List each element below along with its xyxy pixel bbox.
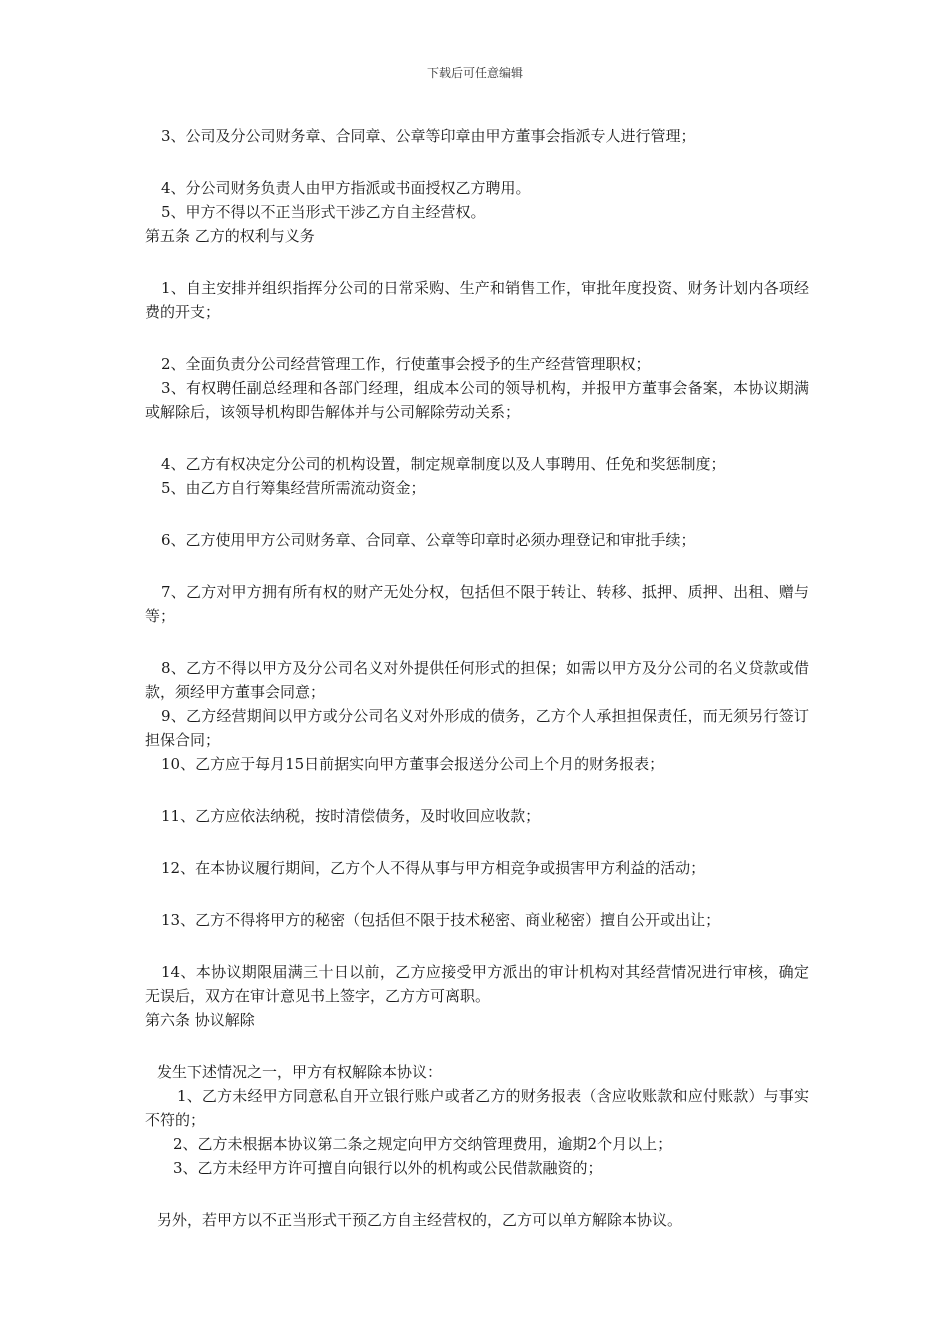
art5-item-14: 14、本协议期限届满三十日以前，乙方应接受甲方派出的审计机构对其经营情况进行审核，确定无误后，双方在审计意见书上签字，乙方方可离职。 (145, 963, 809, 1005)
document-body (145, 124, 809, 1232)
art5-item-7: 7、乙方对甲方拥有所有权的财产无处分权，包括但不限于转让、转移、抵押、质押、出租、赠与等； (145, 583, 809, 625)
art5-item-4: 4、乙方有权决定分公司的机构设置，制定规章制度以及人事聘用、任免和奖惩制度； (161, 455, 726, 473)
art6-item-1: 1、乙方未经甲方同意私自开立银行账户或者乙方的财务报表（含应收账款和应付账款）与事实不符的； (145, 1087, 809, 1129)
page-header: 下载后可任意编辑 (426, 66, 523, 80)
art6-item-2: 2、乙方未根据本协议第二条之规定向甲方交纳管理费用，逾期2个月以上； (173, 1135, 673, 1153)
art6-title: 第六条 协议解除 (145, 1011, 255, 1029)
art5-item-10: 10、乙方应于每月15日前据实向甲方董事会报送分公司上个月的财务报表； (161, 755, 665, 773)
art5-item-11: 11、乙方应依法纳税，按时清偿债务，及时收回应收款； (161, 807, 541, 825)
art6-closing: 另外，若甲方以不正当形式干预乙方自主经营权的，乙方可以单方解除本协议。 (157, 1211, 683, 1229)
art5-item-8: 8、乙方不得以甲方及分公司名义对外提供任何形式的担保；如需以甲方及分公司的名义贷款或借款，须经甲方董事会同意； (145, 659, 809, 701)
art5-item-2: 2、全面负责分公司经营管理工作，行使董事会授予的生产经营管理职权； (161, 355, 651, 373)
art6-item-3: 3、乙方未经甲方许可擅自向银行以外的机构或公民借款融资的； (173, 1159, 603, 1177)
art5-item-13: 13、乙方不得将甲方的秘密（包括但不限于技术秘密、商业秘密）擅自公开或出让； (161, 911, 721, 929)
art5-title: 第五条 乙方的权利与义务 (145, 227, 315, 245)
art5-item-6: 6、乙方使用甲方公司财务章、合同章、公章等印章时必须办理登记和审批手续； (161, 531, 696, 549)
art5-item-5: 5、由乙方自行筹集经营所需流动资金； (161, 479, 426, 497)
art5-item-1: 1、自主安排并组织指挥分公司的日常采购、生产和销售工作，审批年度投资、财务计划内各项经费的开支； (145, 279, 809, 321)
art5-item-3: 3、有权聘任副总经理和各部门经理，组成本公司的领导机构，并报甲方董事会备案，本协议期满或解除后，该领导机构即告解体并与公司解除劳动关系； (145, 379, 809, 421)
art4-item-4: 4、分公司财务负责人由甲方指派或书面授权乙方聘用。 (161, 179, 531, 197)
art6-intro: 发生下述情况之一，甲方有权解除本协议： (157, 1063, 443, 1081)
art4-item-3: 3、公司及分公司财务章、合同章、公章等印章由甲方董事会指派专人进行管理； (161, 127, 696, 145)
art4-item-5: 5、甲方不得以不正当形式干涉乙方自主经营权。 (161, 203, 486, 221)
art5-item-9: 9、乙方经营期间以甲方或分公司名义对外形成的债务，乙方个人承担担保责任，而无须另行签订担保合同； (145, 707, 809, 749)
art5-item-12: 12、在本协议履行期间，乙方个人不得从事与甲方相竞争或损害甲方利益的活动； (161, 859, 706, 877)
